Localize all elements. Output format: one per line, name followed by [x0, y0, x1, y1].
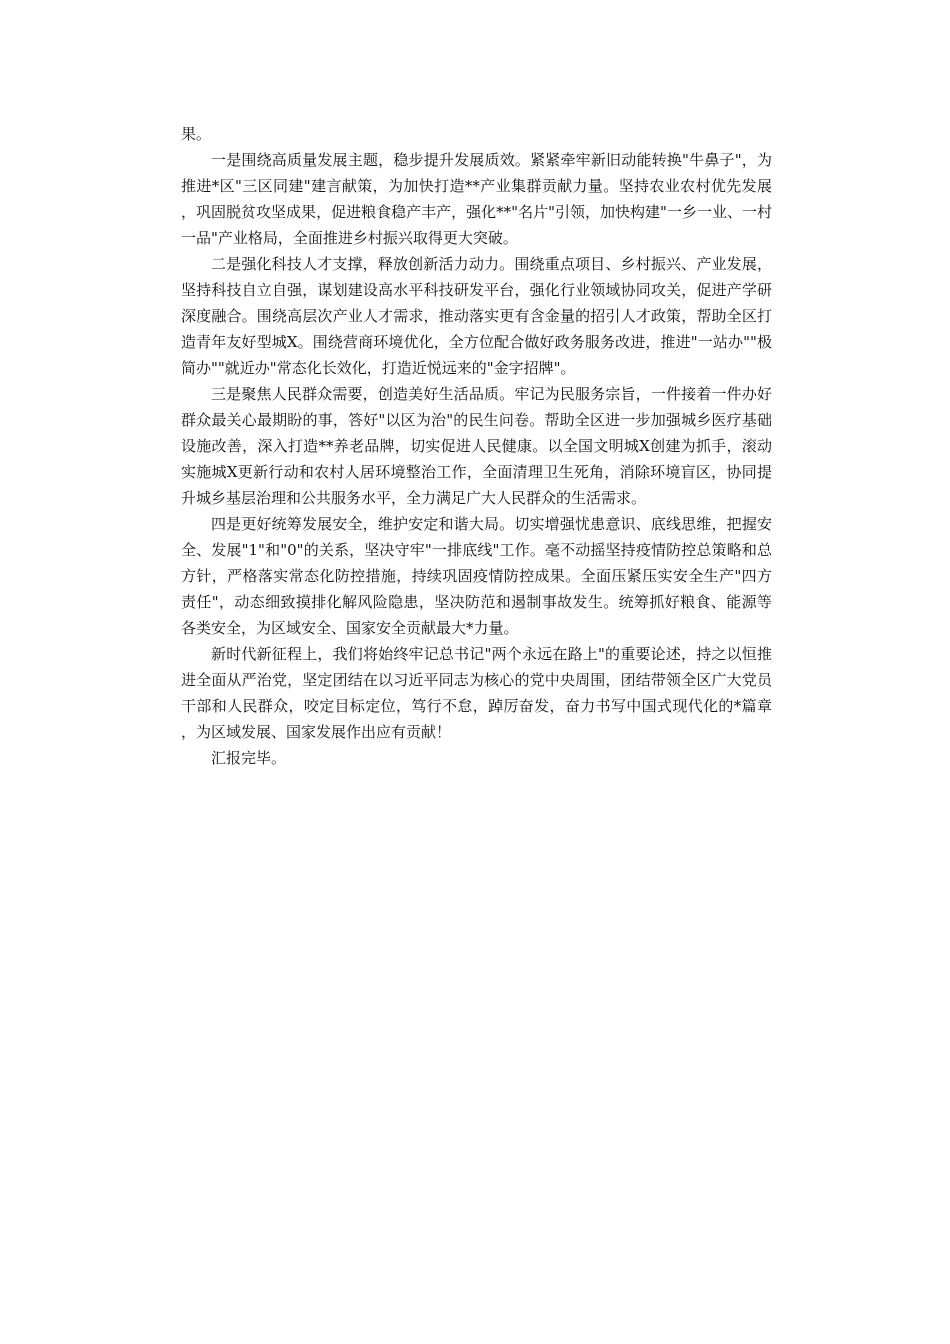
paragraph-people-livelihood: 三是聚焦人民群众需要，创造美好生活品质。牢记为民服务宗旨，一件接着一件办好群众最关心最期盼的事，答好"以区为治"的民生问卷。帮助全区进一步加强城乡医疗基础设施改善，深入打造**养老品牌，切实促进人民健康。以全国文明城X创建为抓手，滚动实施城X更新行动和农村人居环境整治工作，全面清理卫生死角，消除环境盲区，协同提升城乡基层治理和公共服务水平，全力满足广大人民群众的生活需求。: [181, 385, 772, 507]
paragraph-new-era: 新时代新征程上，我们将始终牢记总书记"两个永远在路上"的重要论述，持之以恒推进全面从严治党，坚定团结在以习近平同志为核心的党中央周围，团结带领全区广大党员干部和人民群众，咬定目标定位，笃行不怠，踔厉奋发，奋力书写中国式现代化的*篇章，为区域发展、国家发展作出应有贡献！: [181, 645, 772, 741]
paragraph-science-talent: 二是强化科技人才支撑，释放创新活力动力。围绕重点项目、乡村振兴、产业发展，坚持科技自立自强，谋划建设高水平科技研发平台，强化行业领域协同攻关，促进产学研深度融合。围绕高层次产业人才需求，推动落实更有含金量的招引人才政策，帮助全区打造青年友好型城X。围绕营商环境优化，全方位配合做好政务服务改进，推进"一站办""极简办""就近办"常态化长效化，打造近悦远来的"金字招牌"。: [181, 255, 772, 377]
document-page: [181, 121, 772, 771]
paragraph-development-security: 四是更好统筹发展安全，维护安定和谐大局。切实增强忧患意识、底线思维，把握安全、发展"1"和"0"的关系，坚决守牢"一排底线"工作。毫不动摇坚持疫情防控总策略和总方针，严格落实常态化防控措施，持续巩固疫情防控成果。全面压紧压实安全生产"四方责任"，动态细致摸排化解风险隐患，坚决防范和遏制事故发生。统筹抓好粮食、能源等各类安全，为区域安全、国家安全贡献最大*力量。: [181, 515, 772, 637]
paragraph-high-quality-development: 一是围绕高质量发展主题，稳步提升发展质效。紧紧牵牢新旧动能转换"牛鼻子"，为推进*区"三区同建"建言献策，为加快打造**产业集群贡献力量。坚持农业农村优先发展，巩固脱贫攻坚成果，促进粮食稳产丰产，强化**"名片"引领，加快构建"一乡一业、一村一品"产业格局，全面推进乡村振兴取得更大突破。: [181, 151, 772, 247]
paragraph-closing: 汇报完毕。: [211, 749, 287, 767]
paragraph-continuation: 果。: [181, 125, 212, 143]
